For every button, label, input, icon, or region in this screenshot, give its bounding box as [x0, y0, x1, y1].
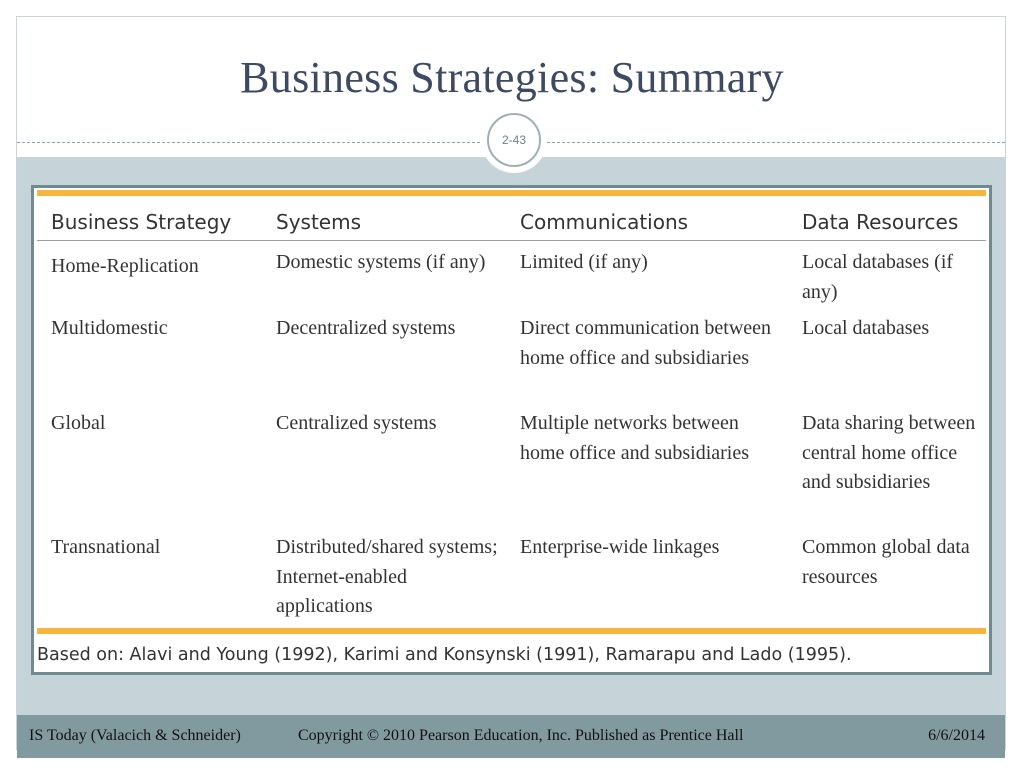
footer-copyright: Copyright © 2010 Pearson Education, Inc. Published as Prentice Hall: [298, 727, 744, 744]
table-top-rule: [37, 190, 986, 196]
row-global-systems: Centralized systems: [276, 412, 437, 434]
slide-number: 2-43: [501, 133, 527, 147]
row-home-replication-strategy: Home-Replication: [51, 255, 199, 277]
row-home-replication-systems: Domestic systems (if any): [276, 251, 486, 273]
row-transnational-systems: Distributed/shared systems; Internet-enabled applications: [276, 536, 498, 617]
footer-course: IS Today (Valacich & Schneider): [29, 727, 241, 744]
row-multidomestic-communications: Direct communication between home office and subsidiaries: [520, 317, 772, 369]
row-multidomestic-strategy: Multidomestic: [51, 317, 168, 339]
footer-date: 6/6/2014: [928, 727, 985, 744]
header-rule: [37, 240, 986, 241]
strategy-table: [31, 185, 992, 675]
header-data-resources: Data Resources: [802, 210, 959, 234]
row-multidomestic-data-resources: Local databases: [802, 317, 930, 339]
row-transnational-communications: Enterprise-wide linkages: [520, 536, 720, 558]
row-multidomestic-systems: Decentralized systems: [276, 317, 456, 339]
table-bottom-rule: [37, 628, 986, 634]
row-global-strategy: Global: [51, 412, 106, 434]
slide-number-badge: [487, 113, 541, 167]
header-systems: Systems: [276, 210, 361, 234]
row-global-data-resources: Data sharing between central home office and subsidiaries: [802, 412, 976, 493]
row-transnational-strategy: Transnational: [51, 536, 161, 558]
row-home-replication-communications: Limited (if any): [520, 251, 648, 273]
header-communications: Communications: [520, 210, 689, 234]
header-business-strategy: Business Strategy: [51, 210, 232, 234]
row-global-communications: Multiple networks between home office and subsidiaries: [520, 412, 750, 464]
row-home-replication-data-resources: Local databases (if any): [802, 251, 954, 303]
source-note: Based on: Alavi and Young (1992), Karimi and Konsynski (1991), Ramarapu and Lado (1995).: [37, 645, 852, 665]
row-transnational-data-resources: Common global data resources: [802, 536, 970, 588]
footer-bar: [17, 715, 1005, 758]
slide-title: Business Strategies: Summary: [240, 53, 784, 102]
